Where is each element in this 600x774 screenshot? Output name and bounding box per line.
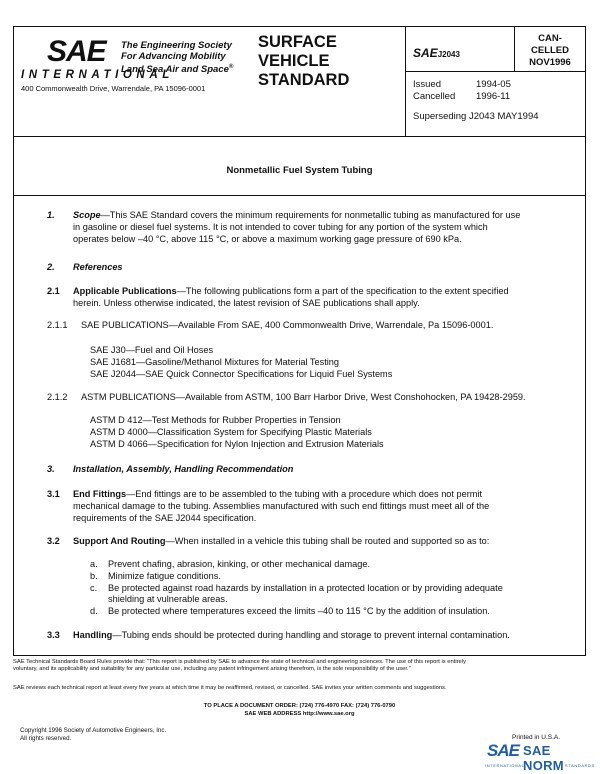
list-label: b.	[90, 570, 98, 581]
order-info: TO PLACE A DOCUMENT ORDER: (724) 776-4970 FAX: (724) 776-0790	[203, 703, 396, 709]
category-line: SURFACE	[258, 33, 337, 51]
list-text: Be protected where temperatures exceed the limits –40 to 115 °C by the addition of insulation.	[108, 606, 490, 617]
list-text: Be protected against road hazards by installation in a protected location or by providing adequate	[108, 582, 503, 593]
section-2-number: 2.	[47, 262, 55, 272]
list-item	[90, 606, 580, 618]
superseding-note: Superseding J2043 MAY1994	[413, 111, 539, 122]
paragraph-line: —This SAE Standard covers the minimum requirements for nonmetallic tubing as manufactured for use	[100, 210, 521, 220]
list-label: a.	[90, 559, 98, 569]
printed-in: Printed in U.S.A.	[512, 734, 561, 741]
paragraph-line: —When installed in a vehicle this tubing shall be routed and supported so as to:	[165, 536, 490, 546]
paragraph-line: —End fittings are to be assembled to the tubing with a procedure which does not permit	[126, 489, 483, 499]
issued-date: 1994-05	[476, 79, 511, 90]
section-3-1-number: 3.1	[47, 489, 60, 499]
routing-list	[90, 559, 580, 618]
paragraph-line: herein. Unless otherwise indicated, the latest revision of SAE publications shall apply.	[73, 297, 420, 308]
section-2-1-1: SAE PUBLICATIONS—Available From SAE, 400 Commonwealth Drive, Warrendale, Pa 15096-0001.	[81, 320, 494, 330]
list-label: c.	[90, 582, 98, 593]
category-line: VEHICLE	[258, 52, 330, 70]
doc-number-block	[413, 44, 460, 62]
org-line: The Engineering Society	[121, 40, 232, 51]
section-heading: Applicable Publications	[73, 286, 177, 296]
list-item	[90, 583, 580, 607]
doc-number-logo: SAE	[413, 46, 438, 60]
section-1-number: 1.	[47, 210, 55, 220]
section-heading: Support And Routing	[73, 536, 166, 546]
stamp-sub-left: INTERNATIONAL	[485, 763, 525, 768]
section-3-3-number: 3.3	[47, 630, 60, 640]
registered-mark: ®	[228, 64, 234, 70]
document-title: Nonmetallic Fuel System Tubing	[226, 165, 373, 176]
section-2-heading: References	[73, 262, 123, 272]
stamp-sub-right: STANDARDS	[565, 763, 595, 768]
list-item: ASTM D 4000—Classification System for Specifying Plastic Materials	[90, 426, 372, 437]
list-text: shielding at vulnerable areas.	[108, 594, 228, 605]
section-2-1-number: 2.1	[47, 286, 60, 296]
section-3-2-number: 3.2	[47, 536, 60, 546]
document-category	[258, 33, 349, 90]
section-1-scope	[73, 210, 578, 245]
list-item: SAE J1681—Gasoline/Methanol Mixtures for Material Testing	[90, 356, 340, 367]
section-2-1-2: ASTM PUBLICATIONS—Available from ASTM, 100 Barr Harbor Drive, West Conshohocken, PA 19428-2959.	[81, 392, 526, 402]
section-3-number: 3.	[47, 464, 55, 474]
rights-reserved: All rights reserved.	[20, 735, 72, 742]
footer-line: SAE Technical Standards Board Rules provide that: "This report is published by SAE to advance the state of technical and engineering sciences. The use of this report is entirely	[13, 659, 466, 665]
list-item: SAE J30—Fuel and Oil Hoses	[90, 345, 214, 355]
org-address: 400 Commonwealth Drive, Warrendale, PA 15096-0001	[21, 84, 206, 93]
section-3-1	[73, 489, 578, 524]
stamp-text: SAE NORM	[523, 743, 564, 773]
list-item: SAE J2044—SAE Quick Connector Specifications for Liquid Fuel Systems	[90, 368, 393, 379]
section-2-1	[73, 286, 578, 310]
section-2-1-2-number: 2.1.2	[47, 392, 68, 402]
paragraph-line: —The following publications form a part of the specification to the extent specified	[176, 286, 509, 296]
section-3-heading: Installation, Assembly, Handling Recommendation	[73, 464, 294, 474]
review-note: SAE reviews each technical report at least every five years at which time it may be reaffirmed, revised, or cancelled. SAE invites your written comments and suggestions.	[13, 685, 447, 691]
international-label: INTERNATIONAL	[21, 69, 174, 81]
status-line: NOV1996	[529, 57, 571, 68]
sae-publications-list	[90, 345, 392, 380]
org-line: Land Sea Air and Space	[121, 64, 229, 76]
footer-line: voluntary, and its applicability and suitability for any particular use, including any patent infringement arising therefrom, is the sole responsibility of the user."	[13, 666, 411, 673]
issued-label: Issued	[413, 79, 441, 90]
list-item	[90, 559, 580, 571]
list-item: ASTM D 4066—Specification for Nylon Injection and Extrusion Materials	[90, 438, 384, 449]
copyright: Copyright 1996 Society of Automotive Engineers, Inc.	[20, 727, 167, 734]
paragraph-line: in gasoline or diesel fuel systems. It is not intended to cover tubing for any portion of the system which	[73, 221, 488, 232]
list-item: ASTM D 412—Test Methods for Rubber Properties in Tension	[90, 415, 341, 425]
paragraph-line: mechanical damage to the tubing. Assemblies manufactured with such end fittings must meet all of the	[73, 500, 490, 511]
paragraph-line: —Tubing ends should be protected during handling and storage to prevent internal contamination.	[112, 630, 510, 640]
cancelled-date: 1996-11	[476, 91, 511, 102]
paragraph-line: requirements of the SAE J2044 specification.	[73, 512, 257, 523]
web-address: SAE WEB ADDRESS http://www.sae.org	[244, 711, 355, 717]
org-line: For Advancing Mobility	[121, 50, 226, 62]
list-label: d.	[90, 606, 98, 617]
section-heading: Scope	[73, 210, 101, 220]
sae-logo	[47, 37, 106, 67]
section-heading: End Fittings	[73, 489, 127, 499]
section-3-3	[73, 630, 583, 642]
sae-norm-stamp	[485, 741, 593, 771]
cancelled-label: Cancelled	[413, 91, 456, 102]
status-line: CELLED	[531, 45, 569, 56]
doc-number: J2043	[437, 50, 460, 59]
list-text: Prevent chafing, abrasion, kinking, or other mechanical damage.	[108, 559, 370, 569]
paragraph-line: operates below –40 °C, above 115 °C, or above a maximum working gage pressure of 690 kPa.	[73, 233, 462, 244]
cancelled-status	[515, 33, 585, 69]
astm-publications-list	[90, 415, 384, 450]
list-item	[90, 571, 580, 583]
category-line: STANDARD	[258, 71, 350, 89]
list-text: Minimize fatigue conditions.	[108, 570, 221, 581]
stamp-logo-icon: SAE	[487, 741, 519, 760]
sae-logo-text: SAE	[47, 35, 106, 68]
section-2-1-1-number: 2.1.1	[47, 320, 68, 330]
section-3-2	[73, 536, 578, 548]
status-line: CAN-	[538, 33, 562, 44]
section-heading: Handling	[73, 630, 113, 640]
board-rules-note	[13, 659, 593, 674]
